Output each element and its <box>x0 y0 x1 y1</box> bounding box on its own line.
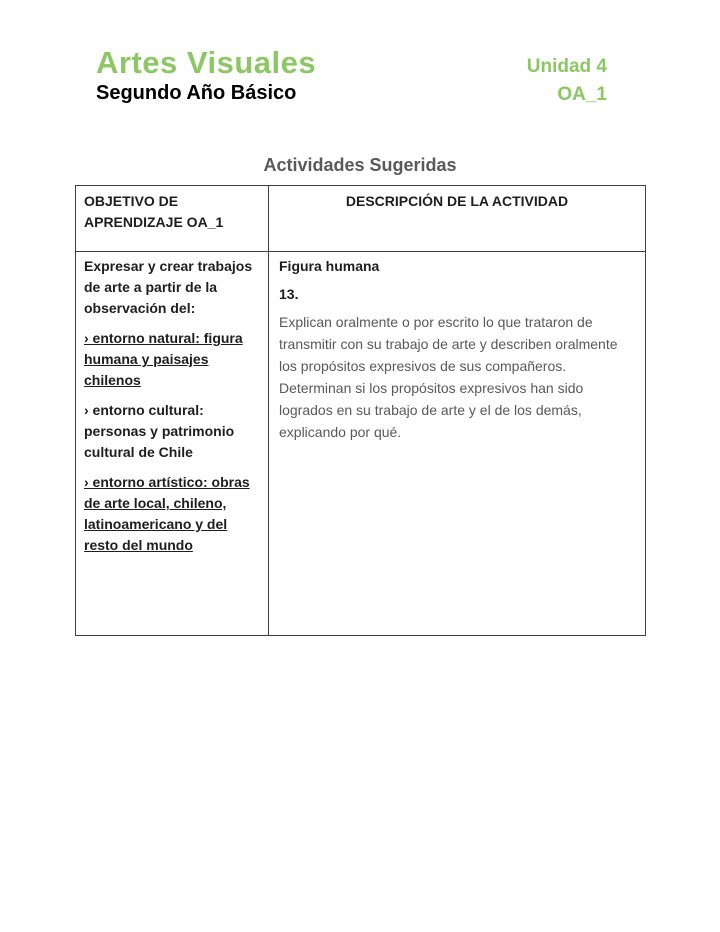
header-left-block <box>96 46 316 105</box>
objective-intro: Expresar y crear trabajos de arte a partir de la observación del: <box>84 258 253 316</box>
activities-table <box>75 185 646 636</box>
objective-cell <box>76 252 269 636</box>
unit-label: Unidad 4 <box>526 56 607 77</box>
oa-label: OA_1 <box>557 84 607 105</box>
objective-item-cultural: › entorno cultural: personas y patrimonio cultural de Chile <box>84 402 235 460</box>
page-title: Artes Visuales <box>96 45 317 80</box>
objective-item-natural: › entorno natural: figura humana y paisajes chilenos <box>84 330 243 388</box>
activity-title: Figura humana <box>279 258 380 274</box>
document-header <box>0 0 720 109</box>
table-body-row <box>76 252 646 636</box>
header-right-block <box>527 46 607 109</box>
table-header-row <box>76 186 646 252</box>
activity-number: 13. <box>279 286 299 302</box>
activity-description: Explican oralmente o por escrito lo que trataron de transmitir con su trabajo de arte y describen oralmente los propósitos expresivos de sus compañeros. Determinan si los propósitos expresivos han sido logrados en su trabajo de arte y el de los demás, explicando por qué. <box>279 314 618 440</box>
objective-column-header: OBJETIVO DE APRENDIZAJE OA_1 <box>76 186 269 252</box>
objective-item-artistic: › entorno artístico: obras de arte local, chileno, latinoamericano y del resto del mundo <box>84 474 250 553</box>
description-column-header: DESCRIPCIÓN DE LA ACTIVIDAD <box>269 186 646 252</box>
activity-cell <box>269 252 646 636</box>
section-title: Actividades Sugeridas <box>263 155 457 175</box>
page-subtitle: Segundo Año Básico <box>96 82 297 104</box>
